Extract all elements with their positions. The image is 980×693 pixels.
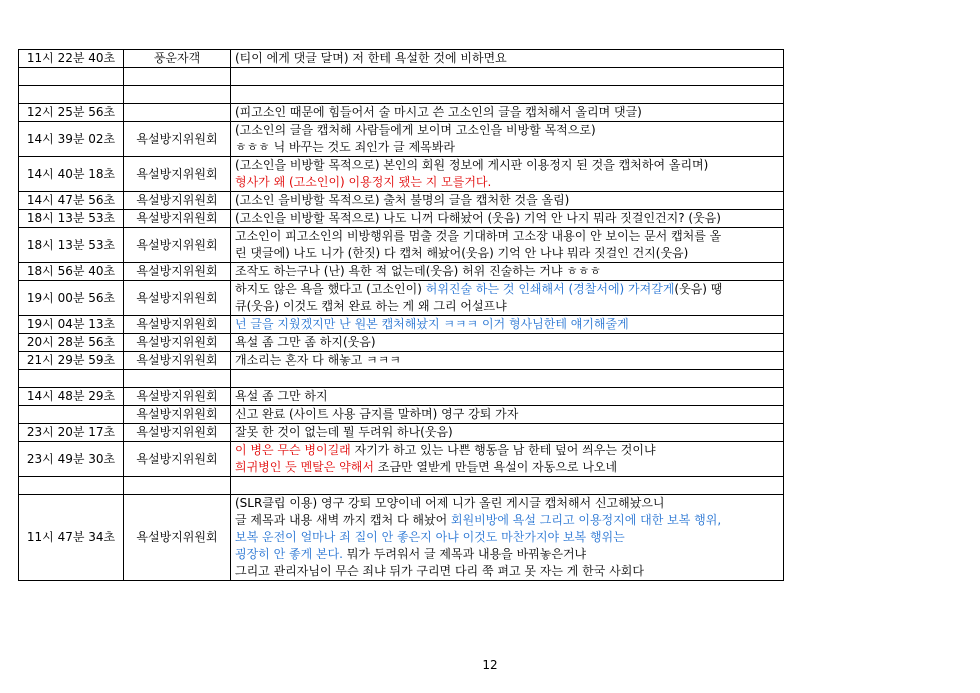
time-cell: 11시 47분 34초 [19,495,124,581]
message-line [235,529,779,546]
speaker-cell: 욕설방지위원회 [124,406,231,424]
table-row [19,86,784,104]
highlighted-text: 희귀병인 듯 멘탈은 약해서 [235,460,374,474]
message-text: (티이 에게 댓글 달며) 저 한테 욕설한 것에 비하면요 [235,51,507,65]
table-row [19,68,784,86]
table-row [19,210,784,228]
message-text: 하지도 않은 욕을 했다고 (고소인이) [235,282,426,296]
message-line [235,406,779,423]
time-cell: 14시 39분 02초 [19,122,124,157]
message-text: 욕설 좀 그만 하지 [235,389,328,403]
table-row [19,192,784,210]
message-line [235,512,779,529]
speaker-cell [124,68,231,86]
message-text: 신고 완료 (사이트 사용 금지를 말하며) 영구 강퇴 가자 [235,407,519,421]
time-cell: 20시 28분 56초 [19,334,124,352]
message-cell [231,370,784,388]
speaker-cell: 욕설방지위원회 [124,424,231,442]
table-row [19,370,784,388]
message-line [235,104,779,121]
message-text: (SLR클립 이용) 영구 강퇴 모양이네 어제 니가 올린 게시글 캡처해서 신고해놨으니 [235,496,665,510]
message-line [235,370,779,387]
time-cell [19,68,124,86]
table-row [19,316,784,334]
message-line [235,424,779,441]
message-cell [231,157,784,192]
message-text: (고소인의 글을 캡처해 사람들에게 보이며 고소인을 비방할 목적으로) [235,123,596,137]
message-text: 고소인이 피고소인의 비방행위를 멈출 것을 기대하며 고소장 내용이 안 보이는 문서 캡처를 올 [235,229,722,243]
speaker-cell: 욕설방지위원회 [124,442,231,477]
speaker-cell: 욕설방지위원회 [124,122,231,157]
message-cell [231,316,784,334]
message-text: 큐(웃음) 이것도 캡쳐 완료 하는 게 왜 그리 어설프냐 [235,299,507,313]
message-cell [231,406,784,424]
message-text: 조작도 하는구나 (난) 욕한 적 없는데(웃음) 허위 진술하는 거냐 ㅎㅎㅎ [235,264,602,278]
message-line [235,174,779,191]
speaker-cell: 욕설방지위원회 [124,352,231,370]
speaker-cell: 욕설방지위원회 [124,157,231,192]
time-cell [19,86,124,104]
message-text: (고소인을 비방할 목적으로) 나도 니꺼 다해놨어 (웃음) 기억 안 나지 뭐라 짓걸인건지? (웃음) [235,211,721,225]
speaker-cell: 욕설방지위원회 [124,334,231,352]
speaker-cell [124,104,231,122]
table-row [19,388,784,406]
message-line [235,281,779,298]
table-row [19,228,784,263]
table-row [19,122,784,157]
speaker-cell [124,370,231,388]
time-cell: 19시 00분 56초 [19,281,124,316]
table-row [19,424,784,442]
chat-log-table [18,49,784,581]
message-line [235,388,779,405]
message-line [235,245,779,262]
message-line [235,192,779,209]
speaker-cell: 욕설방지위원회 [124,281,231,316]
speaker-cell: 욕설방지위원회 [124,210,231,228]
message-cell [231,192,784,210]
speaker-cell: 풍운자객 [124,50,231,68]
message-line [235,477,779,494]
message-cell [231,50,784,68]
table-row [19,281,784,316]
message-cell [231,388,784,406]
time-cell: 18시 56분 40초 [19,263,124,281]
message-line [235,563,779,580]
message-line [235,86,779,103]
highlighted-text: 허위진술 하는 것 인쇄해서 (경찰서에) 가져갈게 [425,282,675,296]
message-cell [231,495,784,581]
speaker-cell [124,86,231,104]
message-line [235,122,779,139]
message-cell [231,477,784,495]
table-row [19,406,784,424]
time-cell [19,477,124,495]
time-cell: 19시 04분 13초 [19,316,124,334]
message-line [235,228,779,245]
highlighted-text: 회원비방에 욕설 그리고 이용정지에 대한 보복 행위, [451,513,722,527]
time-cell [19,370,124,388]
message-text: (웃음) 땡 [674,282,723,296]
message-cell [231,263,784,281]
message-line [235,139,779,156]
speaker-cell: 욕설방지위원회 [124,495,231,581]
message-text: (고소인 을비방할 목적으로) 출처 불명의 글을 캡처한 것을 올림) [235,193,570,207]
table-row [19,334,784,352]
message-line [235,263,779,280]
message-text: 잘못 한 것이 없는데 뭘 두려워 하나(웃음) [235,425,453,439]
message-line [235,316,779,333]
speaker-cell: 욕설방지위원회 [124,388,231,406]
time-cell: 14시 40분 18초 [19,157,124,192]
message-cell [231,68,784,86]
time-cell: 23시 20분 17초 [19,424,124,442]
message-cell [231,104,784,122]
speaker-cell [124,477,231,495]
highlighted-text: 보복 운전이 얼마나 죄 질이 안 좋은지 아냐 이것도 마찬가지야 보복 행위는 [235,530,625,544]
time-cell: 23시 49분 30초 [19,442,124,477]
speaker-cell: 욕설방지위원회 [124,228,231,263]
time-cell: 18시 13분 53초 [19,210,124,228]
message-text: 뭐가 두려워서 글 제목과 내용을 바꿔놓은거냐 [343,547,587,561]
message-text: 그리고 관리자님이 무슨 죄냐 뒤가 구리면 다리 쭉 펴고 못 자는 게 한국 사회다 [235,564,644,578]
table-row [19,263,784,281]
time-cell: 12시 25분 56초 [19,104,124,122]
chat-log-body [19,50,784,581]
table-row [19,104,784,122]
time-cell [19,406,124,424]
time-cell: 14시 48분 29초 [19,388,124,406]
table-row [19,157,784,192]
message-line [235,50,779,67]
message-line [235,495,779,512]
message-cell [231,86,784,104]
time-cell: 14시 47분 56초 [19,192,124,210]
time-cell: 18시 13분 53초 [19,228,124,263]
message-text: 글 제목과 내용 새벽 까지 캡처 다 해놨어 [235,513,451,527]
message-text: (고소인을 비방할 목적으로) 본인의 회원 정보에 게시판 이용정지 된 것을 캡처하여 올리며) [235,158,709,172]
message-line [235,334,779,351]
highlighted-text: 이 병은 무슨 병이길래 [235,443,351,457]
message-line [235,210,779,227]
message-line [235,352,779,369]
highlighted-text: 형사가 왜 (고소인이) 이용정지 됐는 지 모를거다. [235,175,492,189]
time-cell: 11시 22분 40초 [19,50,124,68]
page-number: 12 [482,658,498,672]
message-text: ㅎㅎㅎ 닉 바꾸는 것도 죄인가 글 제목봐라 [235,140,455,154]
table-row [19,477,784,495]
table-row [19,442,784,477]
message-text: 조금만 열받게 만들면 욕설이 자동으로 나오네 [373,460,618,474]
message-cell [231,210,784,228]
table-row [19,50,784,68]
message-cell [231,352,784,370]
message-cell [231,424,784,442]
message-line [235,157,779,174]
table-row [19,352,784,370]
message-line [235,546,779,563]
message-line [235,68,779,85]
speaker-cell: 욕설방지위원회 [124,316,231,334]
highlighted-text: 굉장히 안 좋게 본다. [235,547,343,561]
message-cell [231,442,784,477]
message-line [235,442,779,459]
message-cell [231,122,784,157]
message-text: 욕설 좀 그만 좀 하지(웃음) [235,335,376,349]
message-line [235,459,779,476]
message-line [235,298,779,315]
message-text: 린 댓글에) 나도 니가 (한짓) 다 캡처 해놨어(웃음) 기억 안 나냐 뭐라 짓걸인 건지(웃음) [235,246,689,260]
time-cell: 21시 29분 59초 [19,352,124,370]
message-text: 개소리는 혼자 다 해놓고 ㅋㅋㅋ [235,353,401,367]
message-cell [231,334,784,352]
speaker-cell: 욕설방지위원회 [124,263,231,281]
highlighted-text: 넌 글을 지웠겠지만 난 원본 캡처해놨지 ㅋㅋㅋ 이거 형사님한테 얘기해줄게 [235,317,629,331]
message-cell [231,281,784,316]
message-cell [231,228,784,263]
message-text: (피고소인 때문에 힘들어서 술 마시고 쓴 고소인의 글을 캡처해서 올리며 댓글) [235,105,642,119]
table-row [19,495,784,581]
speaker-cell: 욕설방지위원회 [124,192,231,210]
message-text: 자기가 하고 있는 나쁜 행동을 남 한테 덮어 씌우는 것이냐 [350,443,656,457]
